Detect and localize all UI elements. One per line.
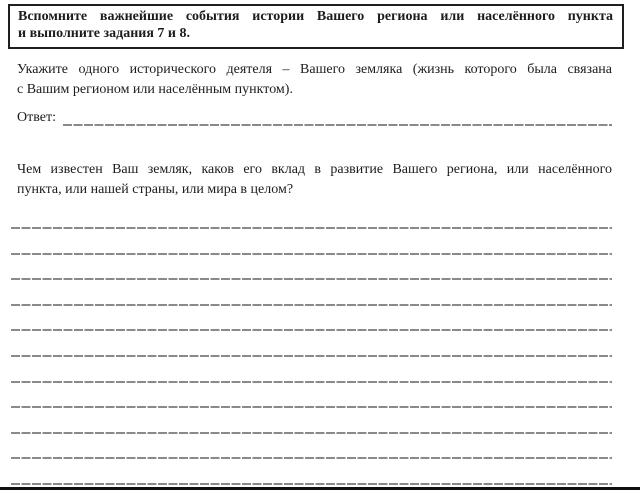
answer-line bbox=[11, 457, 612, 459]
question-8-line-1: Чем известен Ваш земляк, каков его вклад в развитие Вашего региона, или населённого bbox=[17, 162, 612, 177]
question-7-line-2: с Вашим регионом или населённым пунктом). bbox=[17, 82, 293, 97]
answer-line bbox=[11, 329, 612, 331]
answer-line bbox=[11, 406, 612, 408]
answer-line bbox=[11, 432, 612, 434]
answer-line bbox=[11, 381, 612, 383]
answer-line bbox=[11, 483, 612, 485]
answer-label: Ответ: bbox=[17, 110, 56, 125]
answer-line bbox=[11, 227, 612, 229]
answer-line bbox=[11, 304, 612, 306]
answer-line bbox=[11, 278, 612, 280]
answer-line bbox=[11, 253, 612, 255]
page-bottom-border bbox=[0, 487, 640, 490]
question-8-line-2: пункта, или нашей страны, или мира в целом? bbox=[17, 182, 294, 197]
instruction-line-2: и выполните задания 7 и 8. bbox=[18, 25, 190, 41]
question-7-line-1: Укажите одного исторического деятеля – Вашего земляка (жизнь которого была связана bbox=[17, 62, 612, 77]
instruction-line-1: Вспомните важнейшие события истории Вашего региона или населённого пункта bbox=[18, 9, 613, 24]
answer-line bbox=[11, 355, 612, 357]
